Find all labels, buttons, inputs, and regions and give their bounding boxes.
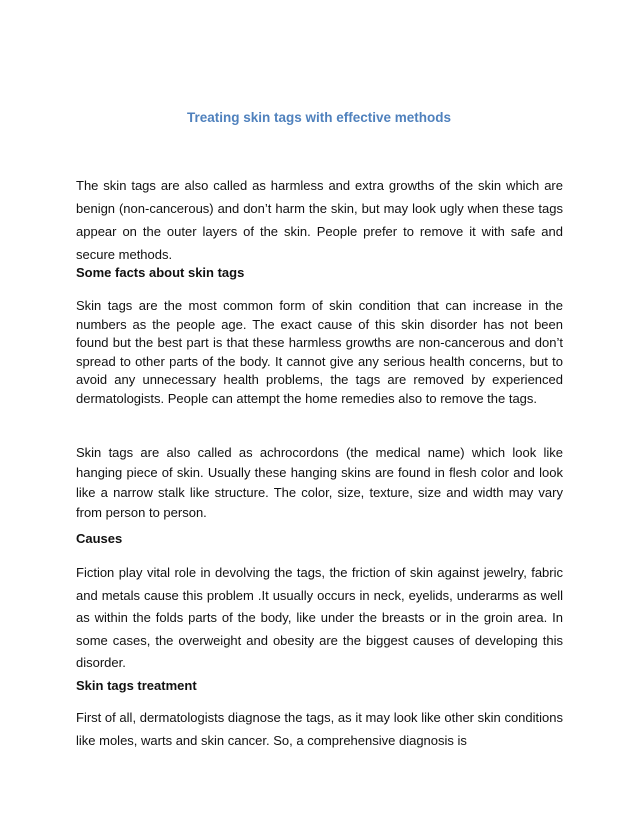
intro-paragraph: The skin tags are also called as harmless and extra growths of the skin which are benign (non-cancerous) and don’t harm the skin, but may look ugly when these tags appear on the outer layers of the skin. People prefer to remove it with safe and secure methods. [76, 178, 563, 262]
facts-paragraph-2: Skin tags are also called as achrocordons (the medical name) which look like hanging piece of skin. Usually these hanging skins are found in flesh color and look like a narrow stalk like structure. The color, size, texture, size and width may vary from person to person. [76, 445, 563, 520]
section-heading-treatment: Skin tags treatment [76, 678, 197, 693]
causes-paragraph: Fiction play vital role in devolving the tags, the friction of skin against jewelry, fabric and metals cause this problem .It usually occurs in neck, eyelids, underarms as well as within the folds parts of the body, like under the breasts or in the groin area. In some cases, the overweight and obesity are the biggest causes of developing this disorder. [76, 565, 563, 670]
treatment-paragraph: First of all, dermatologists diagnose the tags, as it may look like other skin conditions like moles, warts and skin cancer. So, a comprehensive diagnosis is [76, 710, 563, 748]
page-title: Treating skin tags with effective methods [186, 110, 452, 125]
facts-paragraph-1: Skin tags are the most common form of skin condition that can increase in the numbers as the people age. The exact cause of this skin disorder has not been found but the best part is that these harmless growths are non-cancerous and don’t spread to other parts of the body. It cannot give any serious health concerns, but to avoid any unnecessary health problems, the tags are removed by experienced dermatologists. People can attempt the home remedies also to remove the tags. [76, 298, 563, 406]
section-heading-facts: Some facts about skin tags [76, 265, 245, 280]
section-heading-causes: Causes [76, 531, 123, 546]
